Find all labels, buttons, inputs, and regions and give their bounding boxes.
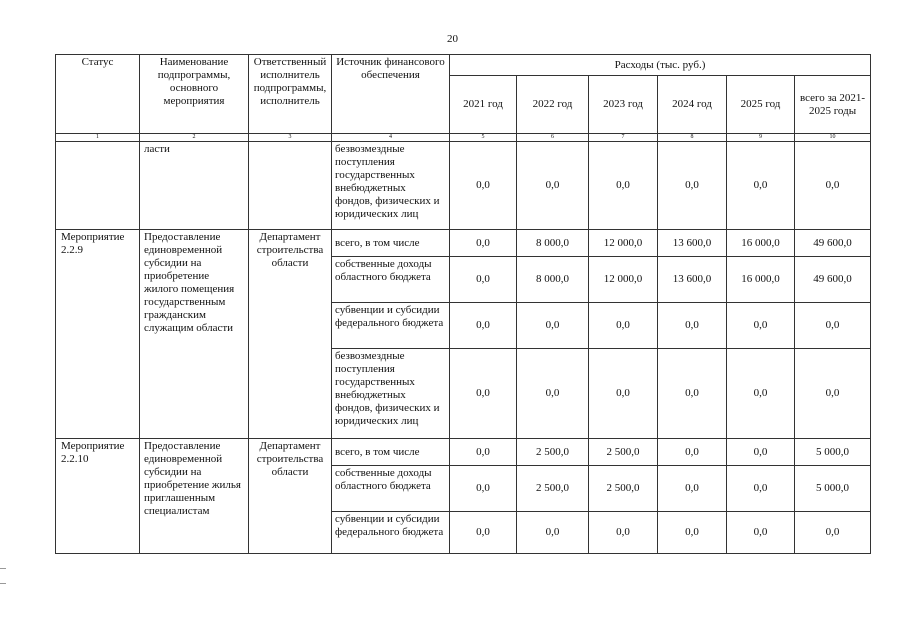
value-cell: 0,0	[658, 439, 727, 466]
financing-table	[55, 54, 871, 554]
value-cell: 0,0	[727, 466, 795, 512]
column-number: 5	[450, 134, 517, 142]
value-cell: 0,0	[450, 142, 517, 230]
value-cell: 12 000,0	[589, 230, 658, 257]
value-cell: 0,0	[450, 512, 517, 554]
value-cell: 0,0	[658, 466, 727, 512]
column-number: 1	[56, 134, 140, 142]
value-cell: 0,0	[450, 230, 517, 257]
column-number: 10	[795, 134, 871, 142]
value-cell: 13 600,0	[658, 257, 727, 303]
header-year: 2025 год	[727, 76, 795, 134]
value-cell: 0,0	[589, 349, 658, 439]
value-cell: 16 000,0	[727, 230, 795, 257]
value-cell: 0,0	[658, 303, 727, 349]
value-cell: 0,0	[450, 349, 517, 439]
value-cell: 0,0	[589, 303, 658, 349]
name-cell: Предоставление единовременной субсидии на приобретение жилья приглашенным специалистам	[140, 439, 249, 554]
column-number: 4	[332, 134, 450, 142]
header-name: Наименование подпрограммы, основного мероприятия	[140, 55, 249, 134]
value-cell: 8 000,0	[517, 230, 589, 257]
column-number: 6	[517, 134, 589, 142]
value-cell: 5 000,0	[795, 466, 871, 512]
header-responsible: Ответственный исполнитель подпрограммы, исполнитель	[249, 55, 332, 134]
value-cell: 0,0	[450, 257, 517, 303]
column-number: 8	[658, 134, 727, 142]
value-cell: 0,0	[450, 466, 517, 512]
value-cell: 0,0	[795, 303, 871, 349]
value-cell: 0,0	[517, 512, 589, 554]
source-cell: собственные доходы областного бюджета	[332, 466, 450, 512]
column-number: 7	[589, 134, 658, 142]
header-status: Статус	[56, 55, 140, 134]
value-cell: 0,0	[517, 142, 589, 230]
status-cell: Мероприятие 2.2.10	[56, 439, 140, 554]
value-cell: 0,0	[727, 439, 795, 466]
value-cell: 16 000,0	[727, 257, 795, 303]
table-header	[56, 55, 871, 142]
responsible-cell: Департамент строительства области	[249, 439, 332, 554]
header-year: 2022 год	[517, 76, 589, 134]
value-cell: 2 500,0	[517, 466, 589, 512]
value-cell: 0,0	[727, 512, 795, 554]
source-cell: собственные доходы областного бюджета	[332, 257, 450, 303]
value-cell: 2 500,0	[589, 439, 658, 466]
value-cell: 0,0	[727, 142, 795, 230]
header-expenses: Расходы (тыс. руб.)	[450, 55, 871, 76]
column-number-row	[56, 134, 871, 142]
header-year: 2023 год	[589, 76, 658, 134]
page-number: 20	[447, 33, 458, 45]
column-number: 3	[249, 134, 332, 142]
value-cell: 0,0	[727, 303, 795, 349]
source-cell: безвозмездные поступления государственных внебюджетных фондов, физических и юридических лиц	[332, 349, 450, 439]
value-cell: 0,0	[589, 512, 658, 554]
source-cell: всего, в том числе	[332, 439, 450, 466]
header-year: 2021 год	[450, 76, 517, 134]
responsible-cell	[249, 142, 332, 230]
value-cell: 0,0	[795, 142, 871, 230]
value-cell: 0,0	[517, 349, 589, 439]
status-cell: Мероприятие 2.2.9	[56, 230, 140, 439]
value-cell: 2 500,0	[517, 439, 589, 466]
value-cell: 8 000,0	[517, 257, 589, 303]
status-cell	[56, 142, 140, 230]
value-cell: 12 000,0	[589, 257, 658, 303]
source-cell: всего, в том числе	[332, 230, 450, 257]
header-year: 2024 год	[658, 76, 727, 134]
source-cell: субвенции и субсидии федерального бюджета	[332, 303, 450, 349]
value-cell: 0,0	[727, 349, 795, 439]
value-cell: 0,0	[658, 142, 727, 230]
value-cell: 0,0	[450, 439, 517, 466]
value-cell: 0,0	[450, 303, 517, 349]
value-cell: 49 600,0	[795, 257, 871, 303]
header-source: Источник финансового обеспечения	[332, 55, 450, 134]
table-row	[56, 439, 871, 466]
margin-mark	[0, 568, 6, 569]
value-cell: 0,0	[795, 349, 871, 439]
responsible-cell: Департамент строительства области	[249, 230, 332, 439]
value-cell: 0,0	[589, 142, 658, 230]
column-number: 2	[140, 134, 249, 142]
column-number: 9	[727, 134, 795, 142]
source-cell: субвенции и субсидии федерального бюджета	[332, 512, 450, 554]
source-cell: безвозмездные поступления государственных внебюджетных фондов, физических и юридических лиц	[332, 142, 450, 230]
value-cell: 0,0	[795, 512, 871, 554]
value-cell: 49 600,0	[795, 230, 871, 257]
name-cell: ласти	[140, 142, 249, 230]
value-cell: 0,0	[517, 303, 589, 349]
value-cell: 2 500,0	[589, 466, 658, 512]
value-cell: 0,0	[658, 512, 727, 554]
value-cell: 0,0	[658, 349, 727, 439]
table-row	[56, 142, 871, 230]
margin-mark	[0, 583, 6, 584]
value-cell: 5 000,0	[795, 439, 871, 466]
name-cell: Предоставление единовременной субсидии на приобретение жилого помещения государственным гражданским служащим области	[140, 230, 249, 439]
table-row	[56, 230, 871, 257]
header-year-total: всего за 2021-2025 годы	[795, 76, 871, 134]
table-body	[56, 142, 871, 554]
value-cell: 13 600,0	[658, 230, 727, 257]
